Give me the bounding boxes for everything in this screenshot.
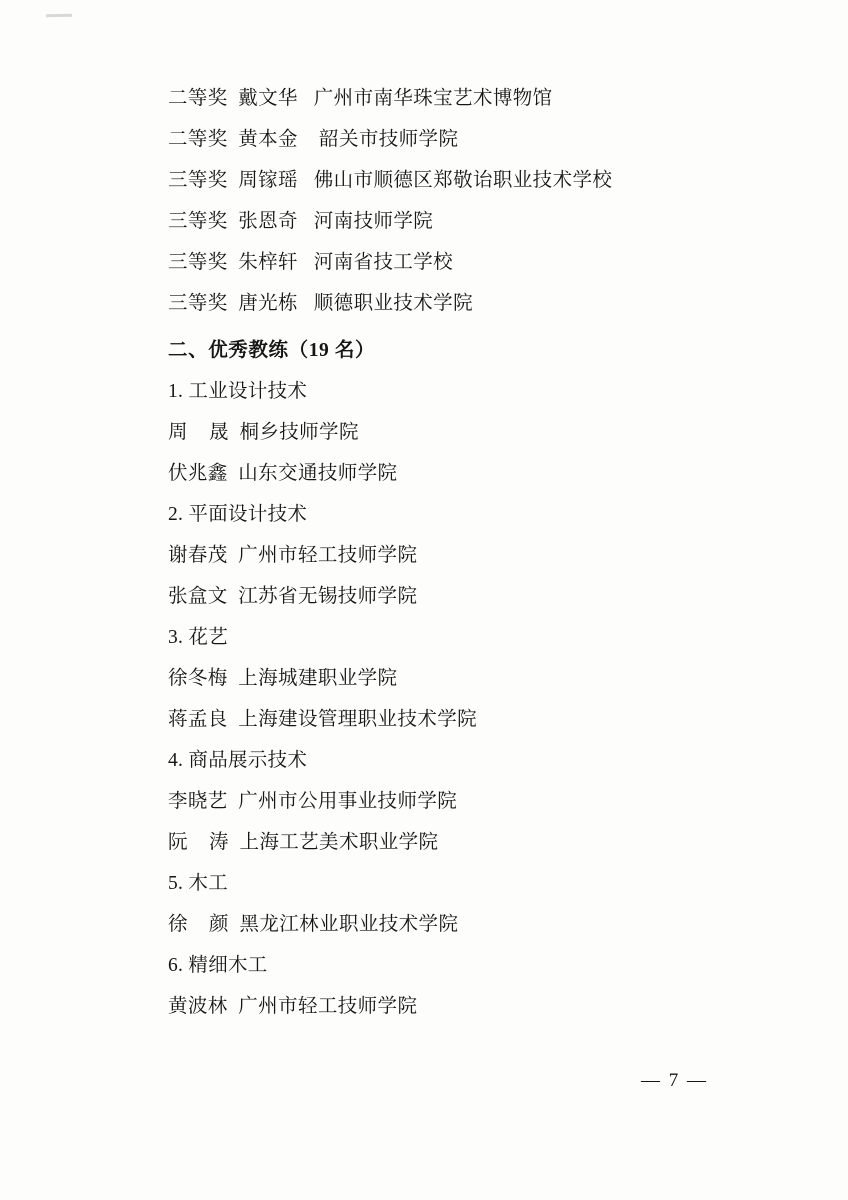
document-line: 二等奖 戴文华 广州市南华珠宝艺术博物馆 — [168, 88, 553, 109]
document-line: 徐冬梅 上海城建职业学院 — [168, 668, 398, 689]
document-line: 谢春茂 广州市轻工技师学院 — [168, 545, 418, 566]
page-number: — 7 — — [641, 1070, 708, 1091]
document-line: 黄波林 广州市轻工技师学院 — [168, 996, 418, 1017]
document-line: 周 晟 桐乡技师学院 — [168, 422, 359, 443]
document-line: 蒋孟良 上海建设管理职业技术学院 — [168, 709, 478, 730]
document-line: 二等奖 黄本金 韶关市技师学院 — [168, 129, 459, 150]
document-line: 张盒文 江苏省无锡技师学院 — [168, 586, 418, 607]
document-line: 三等奖 朱梓轩 河南省技工学校 — [168, 252, 454, 273]
document-line: 三等奖 周镓瑶 佛山市顺德区郑敬诒职业技术学校 — [168, 170, 613, 191]
document-line: 三等奖 张恩奇 河南技师学院 — [168, 211, 434, 232]
section-heading: 二、优秀教练（19 名） — [168, 340, 376, 361]
subsection-heading: 4. 商品展示技术 — [168, 750, 308, 771]
document-line: 李晓艺 广州市公用事业技师学院 — [168, 791, 458, 812]
document-line: 伏兆鑫 山东交通技师学院 — [168, 463, 398, 484]
document-line: 三等奖 唐光栋 顺德职业技术学院 — [168, 293, 473, 314]
subsection-heading: 2. 平面设计技术 — [168, 504, 308, 525]
document-line: 阮 涛 上海工艺美术职业学院 — [168, 832, 439, 853]
subsection-heading: 6. 精细木工 — [168, 955, 268, 976]
scan-corner-mark — [46, 14, 72, 17]
subsection-heading: 5. 木工 — [168, 873, 228, 894]
document-body — [168, 78, 708, 1027]
document-line: 徐 颜 黑龙江林业职业技术学院 — [168, 914, 459, 935]
subsection-heading: 3. 花艺 — [168, 627, 228, 648]
subsection-heading: 1. 工业设计技术 — [168, 381, 308, 402]
